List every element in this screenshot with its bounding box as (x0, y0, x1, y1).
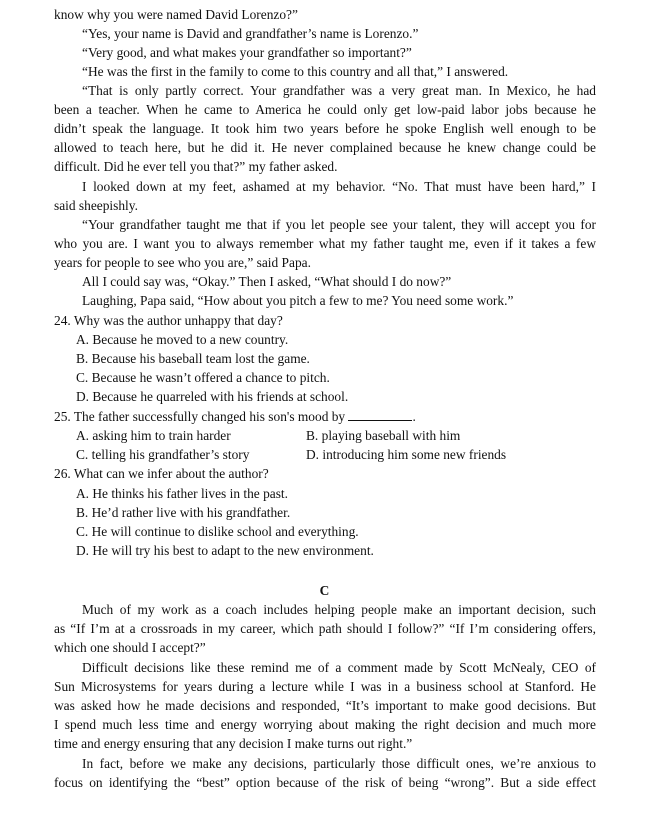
passage-line: Much of my work as a coach includes helping people make an important decision, such (82, 602, 596, 617)
question-stem (54, 408, 416, 426)
passage-line: difficult. Did he ever tell you that?” my father asked. (54, 159, 338, 174)
passage-line: was asked how he made decisions and responded, “It’s important to make good decisions. But (54, 698, 596, 713)
passage-line: focus on identifying the “best” option because of the risk of being “wrong”. But a side effect (54, 775, 596, 790)
option-c: C. Because he wasn’t offered a chance to pitch. (76, 370, 330, 385)
option-d: D. He will try his best to adapt to the new environment. (76, 543, 374, 558)
passage-line: as “If I’m at a crossroads in my career, which path should I follow?” “If I’m considering offers, (54, 621, 596, 636)
section-heading: C (319, 583, 330, 598)
option-b: B. He’d rather live with his grandfather. (76, 505, 291, 520)
passage-line: In fact, before we make any decisions, particularly those difficult ones, we’re anxious to (82, 756, 596, 771)
passage-line: didn’t speak the language. It took him two years before he spoke English well enough to be (54, 121, 596, 136)
passage-line: time and energy ensuring that any decision I make turns out right.” (54, 736, 413, 751)
option-b: B. Because his baseball team lost the game. (76, 351, 310, 366)
option-a: A. He thinks his father lives in the past. (76, 486, 288, 501)
passage-line: said sheepishly. (54, 198, 138, 213)
passage-line: All I could say was, “Okay.” Then I asked, “What should I do now?” (82, 274, 452, 289)
option-a: A. Because he moved to a new country. (76, 332, 289, 347)
passage-line: I looked down at my feet, ashamed at my behavior. “No. That must have been hard,” I (82, 179, 596, 194)
option-d: D. Because he quarreled with his friends at school. (76, 389, 349, 404)
passage-line: allowed to teach here, but he did it. He never complained because he knew change could be (54, 140, 596, 155)
option-c: C. He will continue to dislike school and everything. (76, 524, 359, 539)
passage-line: Sun Microsystems for years during a lecture while I was in a business school at Stanford. He (54, 679, 596, 694)
passage-line: been a teacher. When he came to America he could only get low-paid labor jobs because he (54, 102, 596, 117)
passage-line: “Very good, and what makes your grandfather so important?” (82, 45, 412, 60)
passage-line: Laughing, Papa said, “How about you pitch a few to me? You need some work.” (82, 293, 514, 308)
question-stem-text: 25. The father successfully changed his son's mood by (54, 409, 346, 424)
passage-line: know why you were named David Lorenzo?” (54, 7, 298, 22)
passage-line: who you are. I want you to always remember what my father taught me, even if it takes a few (54, 236, 596, 251)
option-d: D. introducing him some new friends (306, 447, 507, 462)
passage-line: Difficult decisions like these remind me of a comment made by Scott McNealy, CEO of (82, 660, 596, 675)
option-b: B. playing baseball with him (306, 428, 461, 443)
passage-line: years for people to see who you are,” said Papa. (54, 255, 311, 270)
option-a: A. asking him to train harder (76, 428, 231, 443)
passage-line: I spend much less time and energy worrying about making the right decision and much more (54, 717, 596, 732)
answer-blank (348, 408, 412, 421)
question-stem-end: . (412, 409, 416, 424)
option-c: C. telling his grandfather’s story (76, 447, 250, 462)
question-stem: 26. What can we infer about the author? (54, 466, 269, 481)
passage-line: “He was the first in the family to come to this country and all that,” I answered. (82, 64, 509, 79)
passage-line: “Yes, your name is David and grandfather’s name is Lorenzo.” (82, 26, 419, 41)
question-stem: 24. Why was the author unhappy that day? (54, 313, 283, 328)
passage-line: which one should I accept?” (54, 640, 206, 655)
passage-line: “That is only partly correct. Your grandfather was a very great man. In Mexico, he had (82, 83, 596, 98)
passage-line: “Your grandfather taught me that if you let people see your talent, they will accept you for (82, 217, 596, 232)
